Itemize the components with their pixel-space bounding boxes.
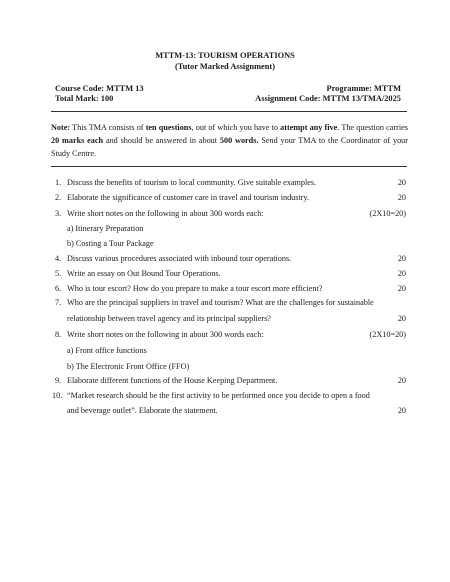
course-code: Course Code: MTTM 13	[55, 84, 144, 93]
question-marks: 20	[397, 376, 406, 385]
question-number: 10.	[52, 391, 63, 400]
question-text: Write short notes on the following in about 300 words each:	[67, 209, 264, 218]
top-divider	[51, 111, 407, 112]
programme: Programme: MTTM	[326, 84, 401, 93]
question-marks: 20	[397, 193, 406, 202]
question-marks: 20	[397, 178, 406, 187]
question-marks: (2X10=20)	[369, 209, 406, 218]
question-number: 1.	[55, 178, 62, 187]
note-label: Note:	[51, 123, 71, 132]
question-marks: 20	[397, 284, 406, 293]
question-text-continued: and beverage outlet”. Elaborate the statement.	[67, 406, 218, 415]
question-text: Who is tour escort? How do you prepare to make a tour escort more efficient?	[67, 284, 323, 293]
sub-question: b) The Electronic Front Office (FFO)	[67, 362, 190, 371]
question-text: Write short notes on the following in about 300 words each:	[67, 330, 264, 339]
question-text: Write an essay on Out Bound Tour Operations.	[67, 269, 221, 278]
sub-question: a) Itinerary Preparation	[67, 224, 144, 233]
question-marks: (2X10=20)	[369, 330, 406, 339]
assignment-code: Assignment Code: MTTM 13/TMA/2025	[255, 94, 401, 103]
question-number: 7.	[55, 298, 62, 307]
question-text: Elaborate the significance of customer care in travel and tourism industry.	[67, 193, 310, 202]
sub-question: a) Front office functions	[67, 346, 147, 355]
document-title: MTTM-13: TOURISM OPERATIONS	[155, 51, 295, 60]
question-number: 2.	[55, 193, 62, 202]
note-bold-3: 20 marks each	[51, 136, 104, 145]
question-text: Elaborate different functions of the House Keeping Department.	[67, 376, 278, 385]
note-text-2: , out of which you have to	[191, 123, 281, 132]
note-text-4: and should be answered in about	[103, 136, 220, 145]
question-marks: 20	[397, 314, 406, 323]
note-bold-2: attempt any five	[280, 123, 338, 132]
question-number: 5.	[55, 269, 62, 278]
note-text-5: Send your TMA to the Coordinator of your Study Centre.	[51, 136, 409, 158]
document-subtitle: (Tutor Marked Assignment)	[174, 62, 276, 71]
question-marks: 20	[397, 254, 406, 263]
question-marks: 20	[397, 269, 406, 278]
question-marks: 20	[397, 406, 406, 415]
note-bold-1: ten questions	[145, 123, 192, 132]
bottom-divider	[51, 166, 407, 167]
question-number: 3.	[55, 209, 62, 218]
note-text-3: . The question carries	[337, 123, 408, 132]
question-number: 9.	[55, 376, 62, 385]
question-number: 4.	[55, 254, 62, 263]
note-bold-4: 500 words.	[219, 136, 259, 145]
question-number: 6.	[55, 284, 62, 293]
question-text: Discuss the benefits of tourism to local community. Give suitable examples.	[67, 178, 317, 187]
question-number: 8.	[55, 330, 62, 339]
question-text: “Market research should be the first activity to be performed once you decide to open a food	[67, 391, 370, 400]
total-mark: Total Mark: 100	[55, 94, 114, 103]
question-text: Who are the principal suppliers in travel and tourism? What are the challenges for sustainable	[67, 298, 374, 307]
note-box	[51, 121, 408, 160]
note-text-1: This TMA consists of	[70, 123, 146, 132]
sub-question: b) Costing a Tour Package	[67, 239, 154, 248]
question-text-continued: relationship between travel agency and its principal suppliers?	[67, 314, 271, 323]
question-text: Discuss various procedures associated with inbound tour operations.	[67, 254, 292, 263]
